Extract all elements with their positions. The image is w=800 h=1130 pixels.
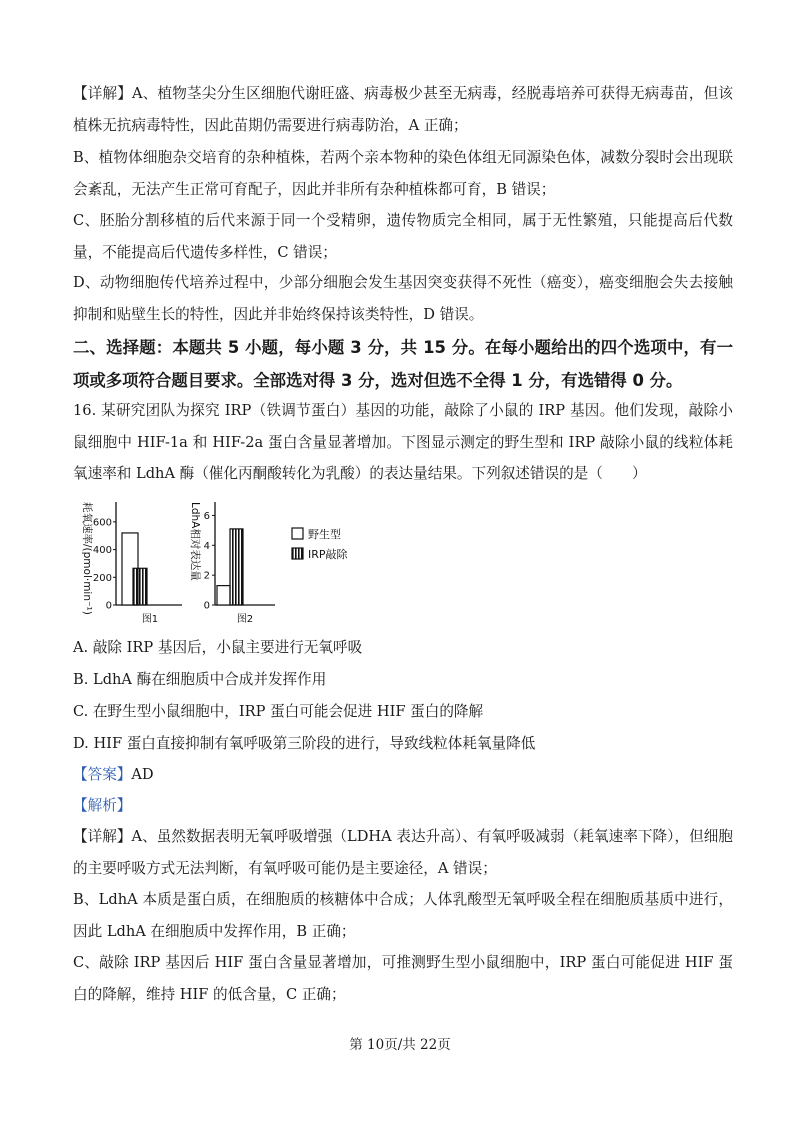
fig1-tick-label: 400	[92, 545, 112, 557]
legend-label-knockout: IRP敲除	[308, 548, 348, 561]
analysis-label: 【解析】	[73, 797, 132, 814]
fig1-tick-label: 200	[92, 572, 112, 584]
legend-label-wildtype: 野生型	[308, 528, 341, 541]
option-a: A. 敲除 IRP 基因后，小鼠主要进行无氧呼吸	[73, 639, 363, 656]
answer-label: 【答案】	[73, 766, 132, 783]
answer-value: AD	[131, 766, 154, 783]
legend-swatch-knockout	[292, 548, 303, 559]
fig2-y-axis-label: LdhA相对表达量	[189, 502, 201, 581]
fig1-tick-label: 0	[105, 600, 112, 612]
fig1-title: 图1	[141, 614, 159, 625]
detail-paragraph-a: 【详解】A、植物茎尖分生区细胞代谢旺盛、病毒极少甚至无病毒，经脱毒培养可获得无病毒苗，但该植株无抗病毒特性，因此苗期仍需要进行病毒防治，A 正确；	[73, 85, 733, 134]
figure-legend	[292, 527, 349, 561]
question-figure	[70, 490, 390, 630]
option-c: C. 在野生型小鼠细胞中，IRP 蛋白可能会促进 HIF 蛋白的降解	[73, 703, 484, 720]
answer-line	[73, 765, 154, 785]
fig1-y-axis-label: 耗氧速率/(pmol·min⁻¹)	[81, 502, 93, 615]
detail-tag: 【详解】	[73, 85, 133, 102]
detail2-paragraph-c: C、敲除 IRP 基因后 HIF 蛋白含量显著增加，可推测野生型小鼠细胞中，IRP 蛋白可能促进 HIF 蛋白的降解，维持 HIF 的低含量，C 正确；	[73, 954, 733, 1003]
legend-swatch-wildtype	[292, 528, 303, 539]
figure-2	[189, 502, 275, 625]
fig1-tick-label: 600	[92, 517, 112, 529]
option-b: B. LdhA 酶在细胞质中合成并发挥作用	[73, 671, 327, 688]
fig2-tick-label: 2	[203, 570, 210, 582]
option-d: D. HIF 蛋白直接抑制有氧呼吸第三阶段的进行，导致线粒体耗氧量降低	[73, 735, 536, 752]
detail2-paragraph-a: 【详解】A、虽然数据表明无氧呼吸增强（LDHA 表达升高）、有氧呼吸减弱（耗氧速率下降），但细胞的主要呼吸方式无法判断，有氧呼吸可能仍是主要途径，A 错误；	[73, 828, 733, 877]
detail-paragraph-b: B、植物体细胞杂交培育的杂种植株，若两个亲本物种的染色体组无同源染色体，减数分裂时会出现联会紊乱，无法产生正常可育配子，因此并非所有杂种植株都可育，B 错误；	[73, 149, 733, 198]
fig2-tick-label: 4	[203, 540, 210, 552]
detail-paragraph-d: D、动物细胞传代培养过程中，少部分细胞会发生基因突变获得不死性（癌变），癌变细胞会失去接触抑制和贴壁生长的特性，因此并非始终保持该类特性，D 错误。	[73, 274, 733, 323]
section-heading: 二、选择题：本题共 5 小题，每小题 3 分，共 15 分。在每小题给出的四个选项中，有一项或多项符合题目要求。全部选对得 3 分，选对但选不全得 1 分，有选错得 0 分。	[73, 338, 733, 390]
question-stem: 16. 某研究团队为探究 IRP（铁调节蛋白）基因的功能，敲除了小鼠的 IRP 基因。他们发现，敲除小鼠细胞中 HIF-1a 和 HIF-2a 蛋白含量显著增加。下图显示测定的野生型和 IRP 敲除小鼠的线粒体耗氧速率和 LdhA 酶（催化丙酮酸转化为乳酸）的表达量结果。下列叙述错误的是（ ）	[73, 402, 733, 482]
page-footer: 第 10页/共 22页	[349, 1037, 451, 1053]
fig2-tick-label: 6	[203, 510, 210, 522]
fig2-title: 图2	[236, 614, 254, 625]
fig1-bar-knockout	[133, 568, 147, 605]
fig2-bar-wildtype	[217, 586, 230, 605]
detail-paragraph-c: C、胚胎分割移植的后代来源于同一个受精卵，遗传物质完全相同，属于无性繁殖，只能提高后代数量，不能提高后代遗传多样性，C 错误；	[73, 212, 733, 261]
fig2-tick-label: 0	[203, 600, 210, 612]
fig2-bar-knockout	[230, 529, 243, 605]
figure-1	[81, 502, 182, 625]
detail2-paragraph-b: B、LdhA 本质是蛋白质，在细胞质的核糖体中合成；人体乳酸型无氧呼吸全程在细胞质基质中进行，因此 LdhA 在细胞质中发挥作用，B 正确；	[73, 891, 733, 940]
